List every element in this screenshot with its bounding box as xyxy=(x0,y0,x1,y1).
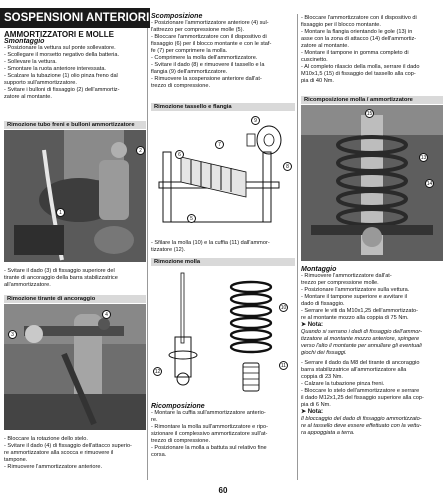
callout-9: 9 xyxy=(251,116,260,125)
figure-caption: Rimozione tassello e flangia xyxy=(151,103,295,111)
text-line: - Serrare il dado da M8 del tirante di ancoraggio xyxy=(301,360,420,366)
smontaggio-heading: Smontaggio xyxy=(4,38,45,45)
figure-caption: Rimozione tirante di ancoraggio xyxy=(4,295,146,303)
text-line: - Sfilare la molla (10) e la cuffia (11) dall'ammor- xyxy=(151,240,270,246)
note-line: Il bloccaggio del dado di fissaggio ammortizzato- xyxy=(301,416,422,422)
text-line: - Rimontare la molla sull'ammortizzatore e ripo- xyxy=(151,424,269,430)
text-line: all'ammortizzatore. xyxy=(4,282,51,288)
text-line: re ammortizzatore alla scocca e rimuovere il xyxy=(4,450,114,456)
middle-mid-text xyxy=(151,240,295,254)
text-line: barra stabilizzatrice all'ammortizzatore alla xyxy=(301,367,407,373)
callout-2: 2 xyxy=(136,146,145,155)
text-line: - Sollevare la vettura. xyxy=(4,59,57,65)
figure-caption: Rimozione tubo freni e bulloni ammortizzatore xyxy=(4,121,146,129)
text-line: trezzo per compressione molle. xyxy=(301,280,379,286)
photo-spring-strut-reassembly xyxy=(301,105,443,261)
note-heading: ➤ Nota: xyxy=(301,322,324,328)
text-line: supporto sull'ammortizzatore. xyxy=(4,80,77,86)
right-column xyxy=(301,15,443,85)
text-line: il dado M12x1,25 del fissaggio superiore alla cop- xyxy=(301,395,424,401)
page-title: SOSPENSIONI ANTERIORI xyxy=(0,8,150,28)
text-line: pia di 40 Nm. xyxy=(301,78,334,84)
diagram-spring-removal xyxy=(151,267,295,399)
text-line: - Scalzare la tubazione (1) olio pinza freno dal xyxy=(4,73,118,79)
figure-caption: Ricomposizione molla / ammortizzatore xyxy=(301,96,443,104)
text-line: - Svitare il dado (3) di fissaggio superiore del xyxy=(4,268,115,274)
callout-3: 3 xyxy=(8,330,17,339)
text-line: - Rimuovere la sospensione anteriore dall'at- xyxy=(151,76,262,82)
note-line: re al tassello deve essere effettuato con la vettu- xyxy=(301,423,422,429)
text-line: cuscinetto. xyxy=(301,57,328,63)
text-line: flangia (9) dell'ammortizzatore. xyxy=(151,69,228,75)
photo-stabilizer-link-removal xyxy=(4,304,146,430)
text-line: zatore al montante. xyxy=(4,94,52,100)
text-line: fissaggio (6) per il blocco montante e con le staf- xyxy=(151,41,272,47)
text-line: dado di fissaggio. xyxy=(301,301,345,307)
column-divider-left xyxy=(147,14,148,480)
text-line: tirante di ancoraggio della barra stabilizzatrice xyxy=(4,275,118,281)
text-line: trezzo di compressione. xyxy=(151,438,211,444)
text-line: - Serrare le viti da M10x1,25 dell'ammortizzato- xyxy=(301,308,419,314)
text-line: - Bloccare l'ammortizzatore con il dispositivo di xyxy=(301,15,417,21)
middle-column xyxy=(151,13,295,90)
callout-5: 5 xyxy=(187,214,196,223)
text-line: pia di 6 Nm. xyxy=(301,402,331,408)
text-line: l'attrezzo per compressione molle (5). xyxy=(151,27,245,33)
text-line: - Montare il tampone superiore e avvitare il xyxy=(301,294,408,300)
text-line: - Svitare i bulloni di fissaggio (2) dell'ammortiz- xyxy=(4,87,120,93)
text-line: - Comprimere la molla dell'ammortizzatore. xyxy=(151,55,258,61)
text-line: - Montare la flangia orientando le gole (13) in xyxy=(301,29,413,35)
right-bottom-text xyxy=(301,266,443,437)
middle-bottom-text xyxy=(151,403,295,459)
text-line: - Svitare il dado (8) e rimuovere il tassello e la xyxy=(151,62,265,68)
text-line: - Scollegare il morsetto negativo della batteria. xyxy=(4,52,120,58)
note-line: tizzatore al montante mozzo anteriore, spingere xyxy=(301,336,420,342)
section-title: AMMORTIZZATORI E MOLLE xyxy=(4,30,114,39)
text-line: - Smontare la ruota anteriore interessata. xyxy=(4,66,106,72)
text-line: - Posizionare la molla a battuta sul relativo fine xyxy=(151,445,267,451)
note-heading: ➤ Nota: xyxy=(301,409,324,415)
text-line: re. xyxy=(151,417,158,423)
text-line: - Posizionare l'ammortizzatore sulla vettura. xyxy=(301,287,410,293)
scomposizione-heading: Scomposizione xyxy=(151,13,203,20)
text-line: coppia di 23 Nm. xyxy=(301,374,343,380)
diagram-spring-compressor xyxy=(151,112,295,236)
callout-15: 15 xyxy=(366,111,373,117)
callout-6: 6 xyxy=(175,150,184,159)
callout-10: 10 xyxy=(280,305,287,311)
text-line: - Bloccare lo stelo dell'ammortizzatore e serrare xyxy=(301,388,420,394)
text-line: - Rimuovere l'ammortizzatore dall'at- xyxy=(301,273,392,279)
ricomposizione-heading: Ricomposizione xyxy=(151,403,205,410)
text-line: - Posizionare l'ammortizzatore anteriore (4) sul- xyxy=(151,20,269,26)
text-line: fissaggio per il blocco montante. xyxy=(301,22,381,28)
callout-11: 11 xyxy=(280,363,287,369)
photo-brake-hose-removal xyxy=(4,130,146,262)
montaggio-heading: Montaggio xyxy=(301,266,337,273)
note-line: verso l'alto il montante per annullare gli eventuali xyxy=(301,343,422,349)
callout-14: 14 xyxy=(426,181,433,187)
column-divider-right xyxy=(297,14,298,480)
text-line: zatore al montante. xyxy=(301,43,349,49)
callout-13: 13 xyxy=(420,155,427,161)
text-line: fe (7) per comprimere la molla. xyxy=(151,48,228,54)
note-line: giochi dei fissaggi. xyxy=(301,350,347,356)
callout-7: 7 xyxy=(215,140,224,149)
note-line: ra appoggiata a terra. xyxy=(301,430,355,436)
text-line: - Al completo rilascio della molla, serrare il dado xyxy=(301,64,420,70)
text-line: asse con la zona di attacco (14) dell'ammortiz- xyxy=(301,36,417,42)
text-line: - Svitare il dado (4) di fissaggio dell'attacco superio- xyxy=(4,443,132,449)
text-line: tampone. xyxy=(4,457,28,463)
text-line: - Montare il tampone in gomma completo di xyxy=(301,50,409,56)
text-line: - Calzare la tubazione pinza freni. xyxy=(301,381,385,387)
callout-1: 1 xyxy=(56,208,65,217)
text-line: - Bloccare la rotazione dello stelo. xyxy=(4,436,88,442)
text-line: - Rimuovere l'ammortizzatore anteriore. xyxy=(4,464,103,470)
callout-12: 12 xyxy=(154,369,161,375)
text-line: M10x1,5 (15) di fissaggio del tassello alla cop- xyxy=(301,71,416,77)
text-line: re al montante mozzo alla coppia di 75 Nm. xyxy=(301,315,409,321)
left-column xyxy=(4,31,146,101)
figure-caption: Rimozione molla xyxy=(151,258,295,266)
callout-8: 8 xyxy=(283,162,292,171)
text-line: - Montare la cuffia sull'ammortizzatore anterio- xyxy=(151,410,266,416)
left-mid-text xyxy=(4,268,146,289)
text-line: tizzatore (12). xyxy=(151,247,186,253)
text-line: corsa. xyxy=(151,452,167,458)
text-line: trezzo di compressione. xyxy=(151,83,211,89)
text-line: - Posizionare la vettura sul ponte sollevatore. xyxy=(4,45,116,51)
left-bottom-text xyxy=(4,436,146,471)
text-line: - Bloccare l'ammortizzatore con il dispositivo di xyxy=(151,34,267,40)
callout-4: 4 xyxy=(102,310,111,319)
page-number: 60 xyxy=(218,486,228,495)
note-line: Quando si serrano i dadi di fissaggio dell'ammor- xyxy=(301,329,422,335)
text-line: sizionare il complessivo ammortizzatore sull'at- xyxy=(151,431,268,437)
